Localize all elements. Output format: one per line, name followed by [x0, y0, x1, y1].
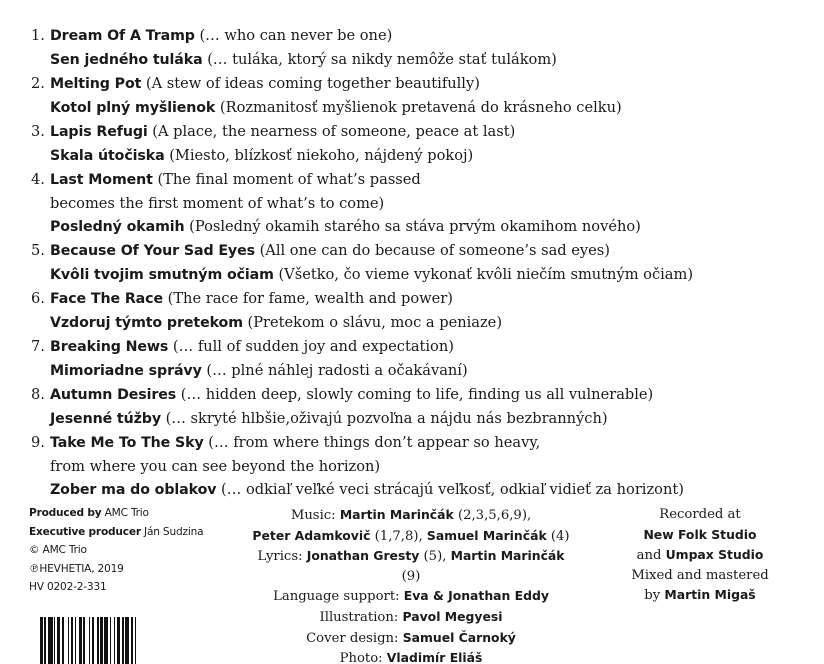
track-number: 2. — [31, 75, 45, 92]
track-description-continued: becomes the first moment of what’s to come) — [50, 195, 385, 212]
track-title: Last Moment — [50, 172, 153, 188]
track-english-line — [31, 239, 811, 263]
catalog-number: HV 0202-2-331 — [29, 581, 107, 593]
track-item — [31, 431, 811, 502]
track-english-line — [31, 72, 811, 96]
copyright-line: © AMC Trio — [29, 544, 87, 556]
mixed-label: Mixed and mastered — [631, 567, 769, 583]
track-number: 1. — [31, 27, 45, 44]
track-slovak-line — [31, 215, 811, 239]
recording-credits — [610, 505, 790, 606]
track-slovak-description: (… skryté hlbšie,oživajú pozvoľna a nájdu nás bezbranných) — [160, 410, 608, 427]
track-item — [31, 383, 811, 431]
cover-design-line: Cover design: Samuel Čarnoký — [306, 629, 516, 646]
artist-credits — [248, 505, 574, 664]
track-title: Breaking News — [50, 339, 169, 355]
track-english-line — [31, 168, 811, 192]
track-slovak-title: Jesenné túžby — [50, 411, 161, 427]
track-number: 4. — [31, 171, 45, 188]
track-slovak-line — [31, 96, 811, 120]
track-item — [31, 287, 811, 335]
track-slovak-description: (Všetko, čo vieme vykonať kvôli niečím smutným očiam) — [273, 266, 694, 283]
track-slovak-title: Zober ma do oblakov — [50, 482, 217, 498]
music-credit-line-2: Peter Adamkovič (1,7,8), Samuel Marinčák (4) — [252, 527, 570, 544]
track-item — [31, 24, 811, 72]
track-slovak-line — [31, 407, 811, 431]
track-description: (The final moment of what’s passed — [152, 171, 421, 188]
track-slovak-title: Kvôli tvojim smutným očiam — [50, 267, 274, 283]
track-slovak-title: Mimoriadne správy — [50, 363, 202, 379]
track-description: (… hidden deep, slowly coming to life, finding us all vulnerable) — [176, 386, 654, 403]
track-number: 3. — [31, 123, 45, 140]
track-title: Melting Pot — [50, 76, 142, 92]
track-title: Face The Race — [50, 291, 163, 307]
track-slovak-title: Sen jedného tuláka — [50, 52, 203, 68]
track-description: (A stew of ideas coming together beautifully) — [141, 75, 480, 92]
track-title: Because Of Your Sad Eyes — [50, 243, 255, 259]
track-description: (The race for fame, wealth and power) — [162, 290, 453, 307]
track-title: Autumn Desires — [50, 387, 177, 403]
track-slovak-description: (… tuláka, ktorý sa nikdy nemôže stať tulákom) — [202, 51, 557, 68]
track-item — [31, 335, 811, 383]
track-slovak-description: (Posledný okamih starého sa stáva prvým okamihom nového) — [184, 218, 641, 235]
track-slovak-line — [31, 478, 811, 502]
track-slovak-description: (… odkiaľ veľké veci strácajú veľkosť, odkiaľ vidieť za horizont) — [216, 481, 684, 498]
track-english-line — [31, 24, 811, 48]
track-slovak-line — [31, 359, 811, 383]
track-item — [31, 72, 811, 120]
track-item — [31, 120, 811, 168]
executive-producer-line: Executive producer Ján Sudzina — [29, 525, 204, 538]
track-description: (… from where things don’t appear so heavy, — [203, 434, 541, 451]
track-number: 7. — [31, 338, 45, 355]
track-slovak-description: (Pretekom o slávu, moc a peniaze) — [242, 314, 503, 331]
track-slovak-title: Posledný okamih — [50, 219, 185, 235]
track-slovak-line — [31, 48, 811, 72]
track-list — [31, 24, 811, 502]
barcode-icon — [40, 617, 161, 664]
track-description: (A place, the nearness of someone, peace at last) — [147, 123, 516, 140]
track-english-line — [31, 383, 811, 407]
lyrics-credit-line: Lyrics: Jonathan Gresty (5), Martin Marinčák (9) — [257, 548, 565, 584]
track-number: 8. — [31, 386, 45, 403]
illustration-line: Illustration: Pavol Megyesi — [319, 608, 503, 625]
barcode-bar — [136, 617, 139, 664]
track-title: Lapis Refugi — [50, 124, 148, 140]
track-slovak-line — [31, 144, 811, 168]
studio-1: New Folk Studio — [643, 526, 757, 542]
track-slovak-description: (Rozmanitosť myšlienok pretavená do krásneho celku) — [215, 99, 622, 116]
track-slovak-title: Kotol plný myšlienok — [50, 100, 216, 116]
track-number: 5. — [31, 242, 45, 259]
track-slovak-line — [31, 311, 811, 335]
studio-2-line: and Umpax Studio — [636, 547, 764, 564]
track-title: Take Me To The Sky — [50, 435, 204, 451]
track-item — [31, 239, 811, 287]
recorded-at-label: Recorded at — [659, 507, 741, 522]
track-slovak-description: (Miesto, blízkosť niekoho, nájdený pokoj) — [164, 147, 474, 164]
production-credits — [29, 504, 249, 597]
track-title: Dream Of A Tramp — [50, 28, 195, 44]
label-line: ℗HEVHETIA, 2019 — [29, 562, 124, 575]
track-description: (… who can never be one) — [194, 27, 393, 44]
track-english-line — [31, 120, 811, 144]
track-item — [31, 168, 811, 239]
track-slovak-title: Vzdoruj týmto pretekom — [50, 315, 243, 331]
track-slovak-line — [31, 263, 811, 287]
track-number: 6. — [31, 290, 45, 307]
photo-line: Photo: Vladimír Eliáš — [339, 650, 483, 664]
music-credit-line-1: Music: Martin Marinčák (2,3,5,6,9), — [290, 507, 532, 523]
track-slovak-description: (… plné náhlej radosti a očakávaní) — [201, 362, 468, 379]
produced-by-line: Produced by AMC Trio — [29, 507, 149, 519]
track-slovak-title: Skala útočiska — [50, 148, 165, 164]
track-english-line — [31, 335, 811, 359]
track-description-continued: from where you can see beyond the horizon) — [50, 458, 381, 475]
track-english-line — [31, 287, 811, 311]
track-number: 9. — [31, 434, 45, 451]
track-description: (… full of sudden joy and expectation) — [168, 338, 454, 355]
engineer-line: by Martin Migaš — [644, 587, 756, 604]
track-description: (All one can do because of someone’s sad eyes) — [254, 242, 610, 259]
language-support-line: Language support: Eva & Jonathan Eddy — [273, 588, 549, 605]
track-english-line — [31, 431, 811, 455]
